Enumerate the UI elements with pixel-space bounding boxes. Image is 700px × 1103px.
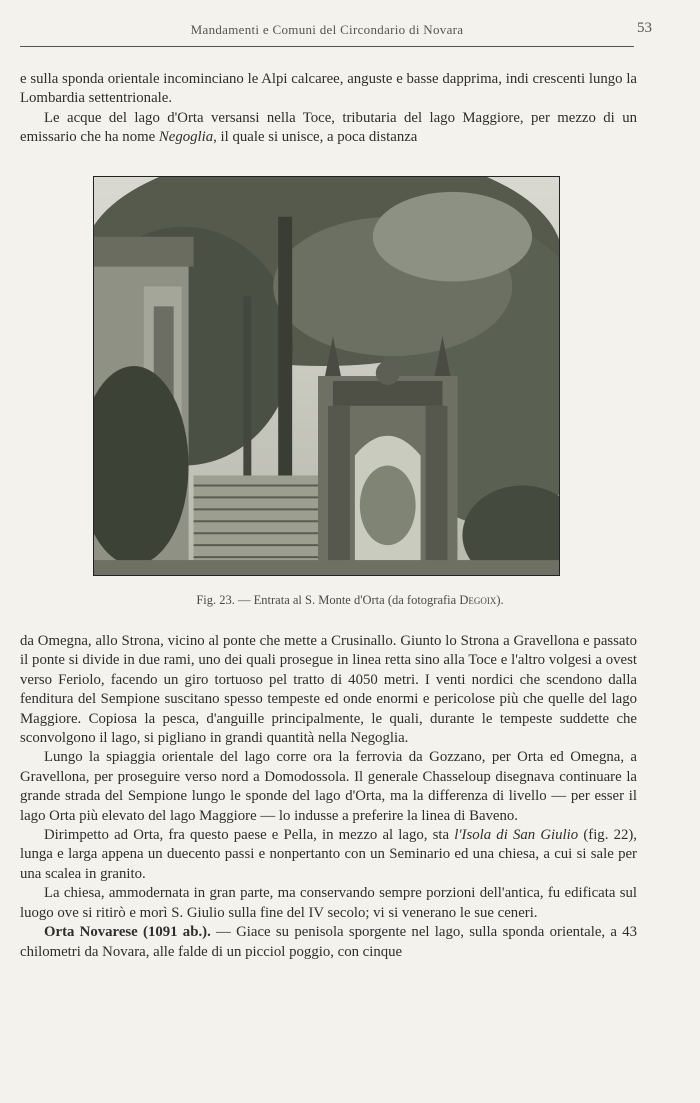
body-paragraph-4: La chiesa, ammodernata in gran parte, ma conservando sempre porzioni dell'antica, fu edificata sul luogo ove si ritirò e morì S. Giulio sulla fine del IV secolo; vi si venerano le sue ceneri. (20, 885, 637, 921)
isola-san-giulio-term: l'Isola di San Giulio (454, 827, 579, 844)
body-paragraph-2: Lungo la spiaggia orientale del lago corre ora la ferrovia da Gozzano, per Orta ed Omegna, a Gravellona, per proseguire verso nord a Domodossola. Il generale Chasseloup disegnava continuare la grande strada del Sempione lungo le sponde del lago d'Orta, ma la differenza di livello — per esser il lago Orta più elevato del lago Maggiore — lo indusse a preferire la linea di Baveno. (20, 749, 637, 824)
running-title: Mandamenti e Comuni del Circondario di Novara (190, 22, 464, 37)
header-rule (20, 46, 634, 47)
page-number: 53 (637, 20, 652, 36)
intro-text (20, 70, 637, 148)
body-text (20, 632, 637, 962)
photographer-credit: Degoix (459, 593, 497, 607)
figure-caption: Fig. 23. — Entrata al S. Monte d'Orta (da fotografia Degoix). (196, 593, 504, 607)
orta-novarese-heading: Orta Novarese (1091 ab.). (44, 924, 211, 941)
body-paragraph-3: Dirimpetto ad Orta, fra questo paese e Pella, in mezzo al lago, sta l'Isola di San Giulio (fig. 22), lunga e larga appena un duecento passi e nonpertanto con un Seminario ed una chiesa, a cui si sale per una scalea in granito. (20, 827, 637, 882)
intro-paragraph-1: e sulla sponda orientale incominciano le Alpi calcaree, anguste e basse dapprima, indi crescenti lungo la Lombardia settentrionale. (20, 71, 637, 107)
body-paragraph-1: da Omegna, allo Strona, vicino al ponte che mette a Crusinallo. Giunto lo Strona a Gravellona e passato il ponte si divide in due rami, uno dei quali prosegue in linea retta sino alla Toce e l'altro volgesi a ovest verso Feriolo, facendo un giro tortuoso pel tratto di 4050 metri. I venti nordici che scendono dalla fenditura del Sempione suscitano spesso tempeste ed onde enormi e pericolose più che quelle del lago Maggiore. Copiosa la pesca, d'anguille principalmente, le quali, durante le tempeste suddette che sconvolgono il lago, si pigliano in grandi quantità nella Negoglia. (20, 633, 637, 747)
engraving-illustration (94, 177, 559, 575)
intro-paragraph-2: Le acque del lago d'Orta versansi nella Toce, tributaria del lago Maggiore, per mezzo di un emissario che ha nome Negoglia, il quale si unisce, a poca distanza (20, 109, 637, 146)
negoglia-term: Negoglia (158, 129, 214, 146)
body-paragraph-5: Orta Novarese (1091 ab.). — Giace su penisola sporgente nel lago, sulla sponda orientale, a 43 chilometri da Novara, alle falde di un picciol poggio, con cinque (20, 924, 637, 960)
figure-engraving (93, 176, 560, 576)
